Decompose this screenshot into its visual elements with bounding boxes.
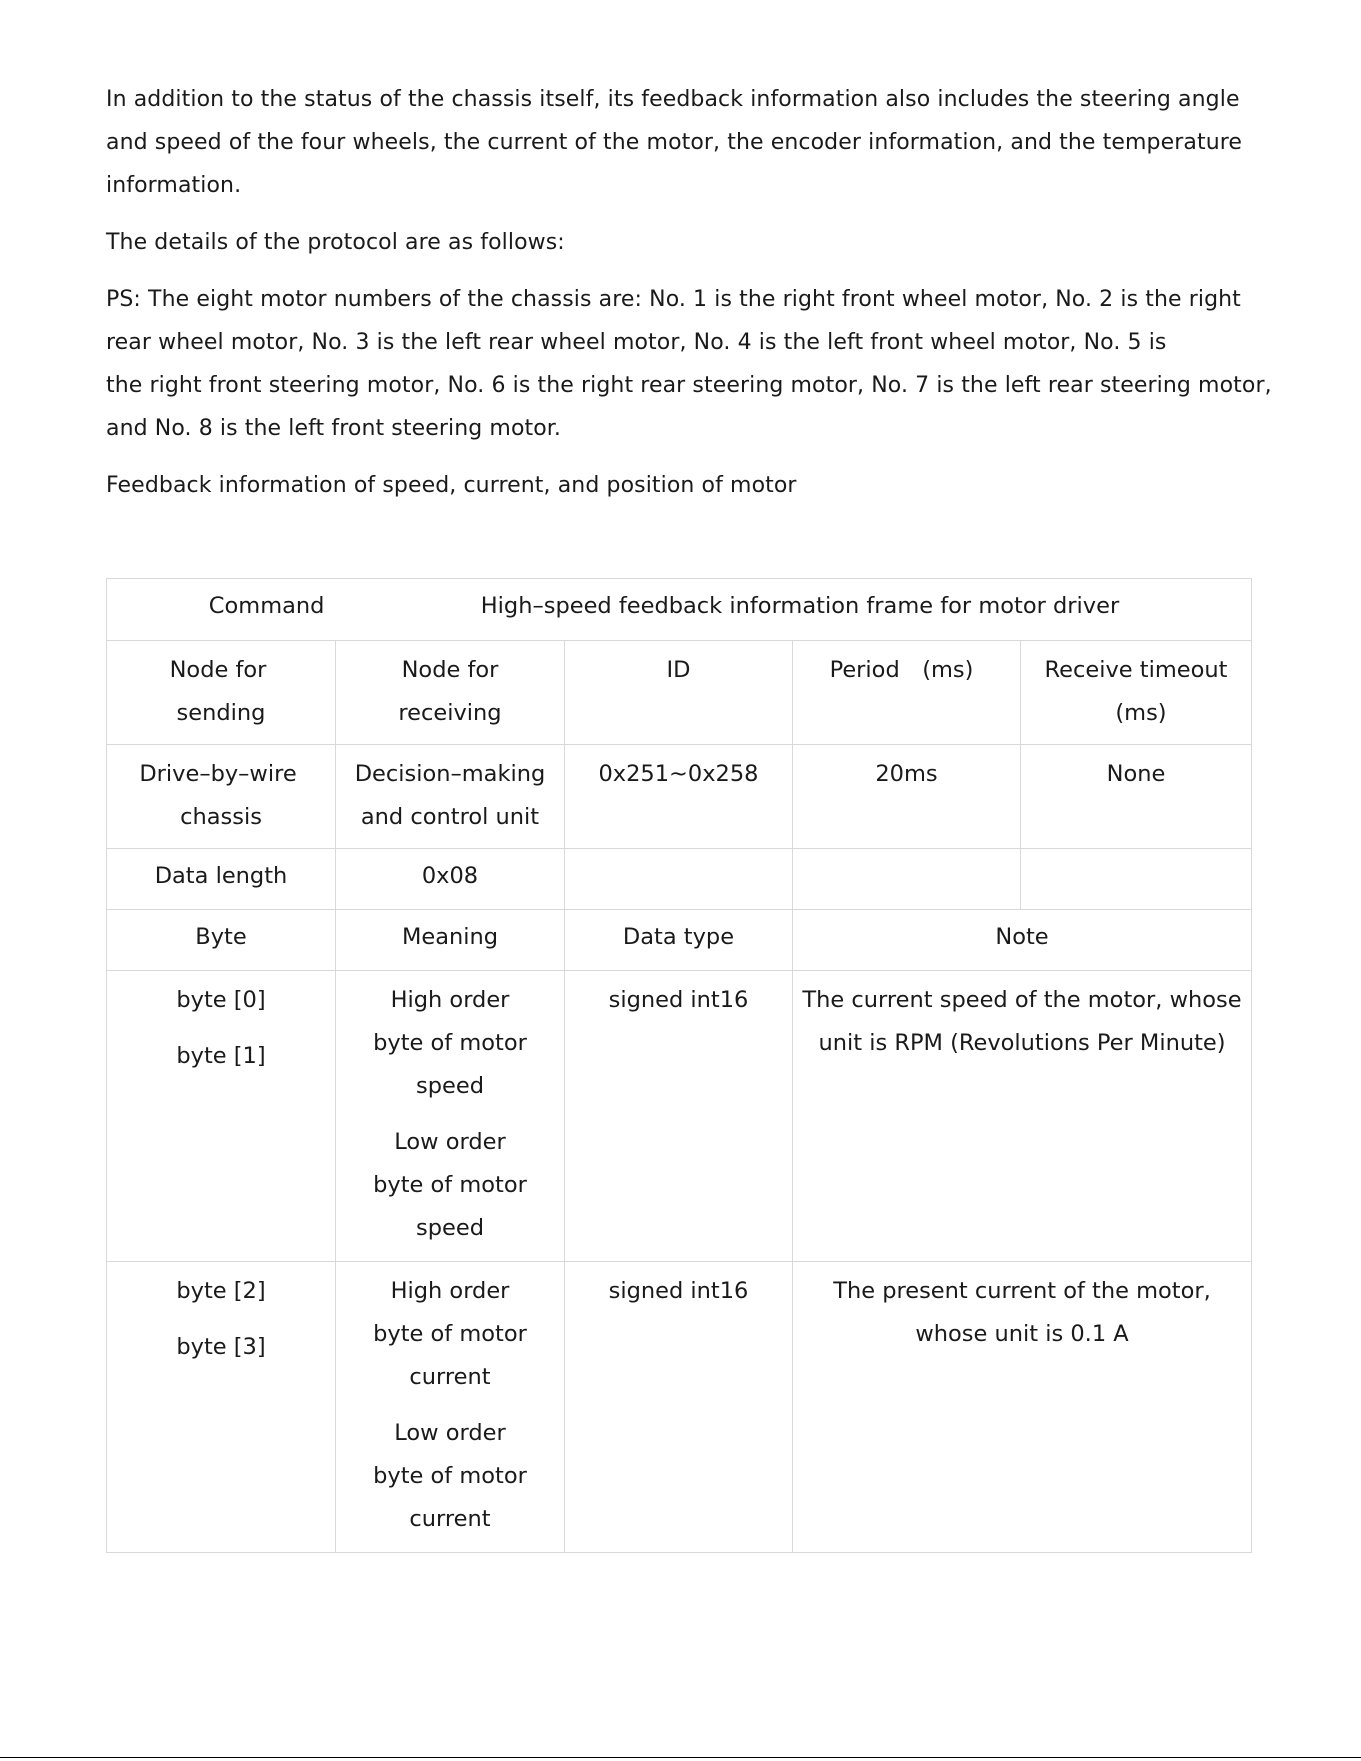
header-recv-line: Node for: [401, 657, 499, 683]
info-id-cell: [565, 745, 793, 849]
info-recv-line: Decision–making: [354, 761, 546, 787]
empty-cell: [565, 849, 793, 910]
header-id-cell: [565, 641, 793, 745]
column-header-row: [107, 910, 1252, 971]
note-line: The present current of the motor,: [833, 1278, 1211, 1304]
bytes-cell: [107, 971, 336, 1262]
info-period-cell: [793, 745, 1021, 849]
col-data-type-cell: [565, 910, 793, 971]
header-timeout-line: (ms): [1115, 700, 1167, 726]
info-period: 20ms: [875, 761, 938, 787]
meaning-line: byte of motor: [373, 1172, 527, 1198]
header-timeout-cell: [1021, 641, 1252, 745]
protocol-table: [106, 578, 1252, 1553]
byte-label: byte [1]: [176, 1043, 266, 1069]
header-period-cell: [793, 641, 1021, 745]
data-length-label: Data length: [154, 863, 288, 889]
note-cell: [793, 971, 1252, 1262]
col-data-type: Data type: [622, 924, 735, 950]
meaning-low: [342, 1412, 558, 1541]
header-id: ID: [666, 657, 691, 683]
note-cell: [793, 1262, 1252, 1553]
data-type-cell: [565, 1262, 793, 1553]
meaning-line: Low order: [394, 1129, 506, 1155]
header-recv-cell: [336, 641, 565, 745]
meaning-line: High order: [390, 1278, 510, 1304]
page-bottom-rule: [0, 1757, 1361, 1758]
feedback-title: Feedback information of speed, current, and position of motor: [106, 473, 797, 498]
intro-line: In addition to the status of the chassis itself, its feedback information also includes the steering angle: [106, 87, 1240, 112]
meaning-line: Low order: [394, 1420, 506, 1446]
header-period: Period (ms): [829, 657, 974, 683]
meaning-high: [342, 979, 558, 1108]
meaning-line: speed: [416, 1215, 484, 1241]
note-line: whose unit is 0.1 A: [915, 1321, 1129, 1347]
ps-line: PS: The eight motor numbers of the chassis are: No. 1 is the right front wheel motor, No. 2 is the right: [106, 287, 1241, 312]
ps-line: and No. 8 is the left front steering motor.: [106, 416, 562, 441]
details-paragraph: The details of the protocol are as follows:: [106, 230, 565, 255]
table-row: [107, 971, 1252, 1262]
data-type: signed int16: [608, 1278, 749, 1304]
header-send-cell: [107, 641, 336, 745]
info-recv-cell: [336, 745, 565, 849]
header-send-line: Node for: [169, 657, 267, 683]
col-meaning-cell: [336, 910, 565, 971]
meaning-low: [342, 1121, 558, 1250]
byte-label: byte [3]: [176, 1334, 266, 1360]
meaning-cell: [336, 971, 565, 1262]
header-recv-line: receiving: [398, 700, 502, 726]
bytes-cell: [107, 1262, 336, 1553]
command-label: Command: [208, 593, 325, 619]
header-timeout-line: Receive timeout: [1044, 657, 1228, 683]
meaning-line: High order: [390, 987, 510, 1013]
byte-label: byte [0]: [176, 987, 266, 1013]
info-timeout: None: [1106, 761, 1166, 787]
intro-paragraph: [106, 78, 1256, 207]
data-type: signed int16: [608, 987, 749, 1013]
ps-paragraph: [106, 278, 1272, 450]
col-byte-cell: [107, 910, 336, 971]
data-length-row: [107, 849, 1252, 910]
col-note-cell: [793, 910, 1252, 971]
data-type-cell: [565, 971, 793, 1262]
note-line: unit is RPM (Revolutions Per Minute): [818, 1030, 1226, 1056]
info-id: 0x251~0x258: [598, 761, 759, 787]
info-row: [107, 745, 1252, 849]
info-send-line: chassis: [180, 804, 262, 830]
command-value: High–speed feedback information frame for motor driver: [480, 593, 1120, 619]
note-line: The current speed of the motor, whose: [802, 987, 1242, 1013]
meaning-line: byte of motor: [373, 1463, 527, 1489]
col-note: Note: [995, 924, 1049, 950]
meaning-cell: [336, 1262, 565, 1553]
col-byte: Byte: [195, 924, 247, 950]
command-row: [107, 579, 1252, 641]
header-send-line: sending: [176, 700, 266, 726]
intro-line: and speed of the four wheels, the current of the motor, the encoder information, and the temperature: [106, 130, 1243, 155]
info-send-cell: [107, 745, 336, 849]
ps-line: the right front steering motor, No. 6 is the right rear steering motor, No. 7 is the left rear steering motor,: [106, 373, 1272, 398]
meaning-line: byte of motor: [373, 1321, 527, 1347]
byte-label: byte [2]: [176, 1278, 266, 1304]
info-send-line: Drive–by–wire: [139, 761, 297, 787]
empty-cell: [793, 849, 1021, 910]
meaning-high: [342, 1270, 558, 1399]
meaning-line: speed: [416, 1073, 484, 1099]
ps-line: rear wheel motor, No. 3 is the left rear wheel motor, No. 4 is the left front wheel motor, No. 5 is: [106, 330, 1167, 355]
data-length-value: 0x08: [421, 863, 479, 889]
data-length-label-cell: [107, 849, 336, 910]
col-meaning: Meaning: [401, 924, 499, 950]
command-cell: [107, 579, 1252, 641]
empty-cell: [1021, 849, 1252, 910]
data-length-value-cell: [336, 849, 565, 910]
meaning-line: current: [409, 1506, 491, 1532]
table-row: [107, 1262, 1252, 1553]
intro-line: information.: [106, 173, 242, 198]
info-timeout-cell: [1021, 745, 1252, 849]
meaning-line: byte of motor: [373, 1030, 527, 1056]
info-recv-line: and control unit: [360, 804, 540, 830]
header-row: [107, 641, 1252, 745]
meaning-line: current: [409, 1364, 491, 1390]
